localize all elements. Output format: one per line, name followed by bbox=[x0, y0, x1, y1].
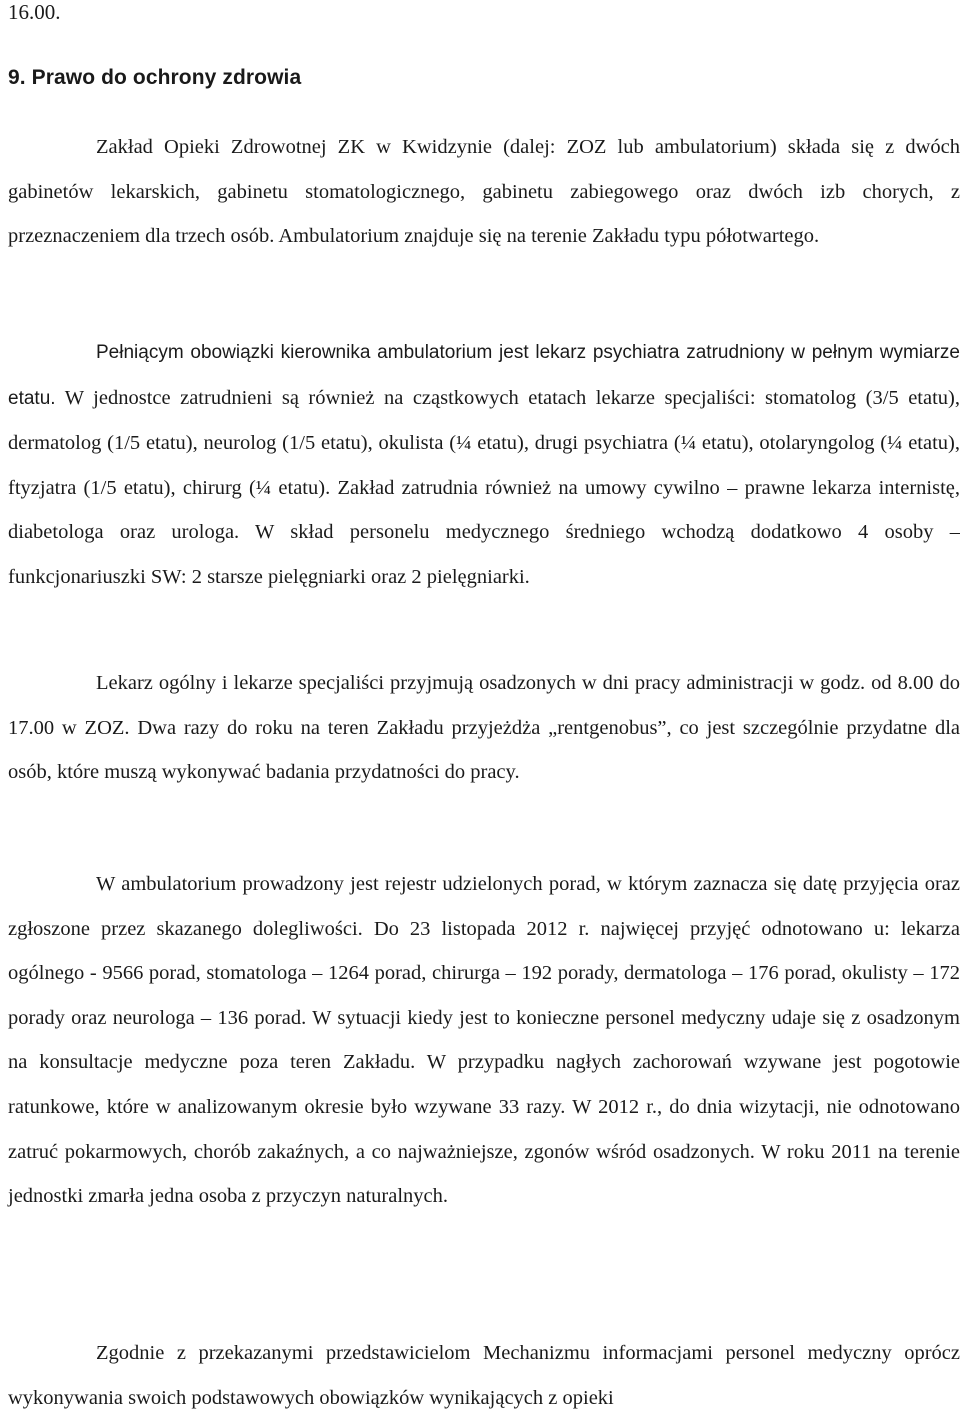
paragraph-consultation-register bbox=[8, 862, 960, 1219]
paragraph-text: Zakład Opieki Zdrowotnej ZK w Kwidzynie (dalej: ZOZ lub ambulatorium) składa się z dwóch gabinetów lekarskich, gabinetu stomatologicznego, gabinetu zabiegowego oraz dwóch izb chorych, z przeznaczeniem dla trzech osób. Ambulatorium znajduje się na terenie Zakładu typu półotwartego. bbox=[8, 136, 960, 248]
section-heading: 9. Prawo do ochrony zdrowia bbox=[8, 66, 302, 89]
paragraph-mechanism-information bbox=[8, 1331, 960, 1420]
paragraph-medical-staff bbox=[8, 330, 960, 600]
paragraph-text: Zgodnie z przekazanymi przedstawicielom Mechanizmu informacjami personel medyczny oprócz wykonywania swoich podstawowych obowiązków wynikających z opieki bbox=[8, 1342, 960, 1409]
paragraph-text: Lekarz ogólny i lekarze specjaliści przyjmują osadzonych w dni pracy administracji w godz. od 8.00 do 17.00 w ZOZ. Dwa razy do roku na teren Zakładu przyjeżdża „rentgenobus”, co jest szczególnie przydatne dla osób, które muszą wykonywać badania przydatności do pracy. bbox=[8, 672, 960, 784]
page-number-top: 16.00. bbox=[8, 0, 61, 24]
paragraph-text-sans: Pełniącym obowiązki kierownika ambulatorium jest lekarz psychiatra zatrudniony w pełnym wymiarze etatu. bbox=[8, 342, 960, 409]
paragraph-facility-description bbox=[8, 125, 960, 259]
paragraph-consultation-hours bbox=[8, 661, 960, 795]
paragraph-text: W jednostce zatrudnieni są również na cząstkowych etatach lekarze specjaliści: stomatolog (3/5 etatu), dermatolog (1/5 etatu), neurolog (1/5 etatu), okulista (¼ etatu), drugi psychiatra (¼ etatu), otolaryngolog (¼ etatu), ftyzjatra (1/5 etatu), chirurg (¼ etatu). Zakład zatrudnia również na umowy cywilno – prawne lekarza internistę, diabetologa oraz urologa. W skład personelu medycznego średniego wchodzą dodatkowo 4 osoby – funkcjonariuszki SW: 2 starsze pielęgniarki oraz 2 pielęgniarki. bbox=[8, 386, 960, 588]
paragraph-text: W ambulatorium prowadzony jest rejestr udzielonych porad, w którym zaznacza się datę przyjęcia oraz zgłoszone przez skazanego dolegliwości. Do 23 listopada 2012 r. najwięcej przyjęć odnotowano u: lekarza ogólnego - 9566 porad, stomatologa – 1264 porad, chirurga – 192 porady, dermatologa – 176 porad, okulisty – 172 porady oraz neurologa – 136 porad. W sytuacji kiedy jest to konieczne personel medyczny udaje się z osadzonym na konsultacje medyczne poza teren Zakładu. W przypadku nagłych zachorowań wzywane jest pogotowie ratunkowe, które w analizowanym okresie było wzywane 33 razy. W 2012 r., do dnia wizytacji, nie odnotowano zatruć pokarmowych, chorób zakaźnych, a co najważniejsze, zgonów wśród osadzonych. W roku 2011 na terenie jednostki zmarła jedna osoba z przyczyn naturalnych. bbox=[8, 873, 960, 1208]
